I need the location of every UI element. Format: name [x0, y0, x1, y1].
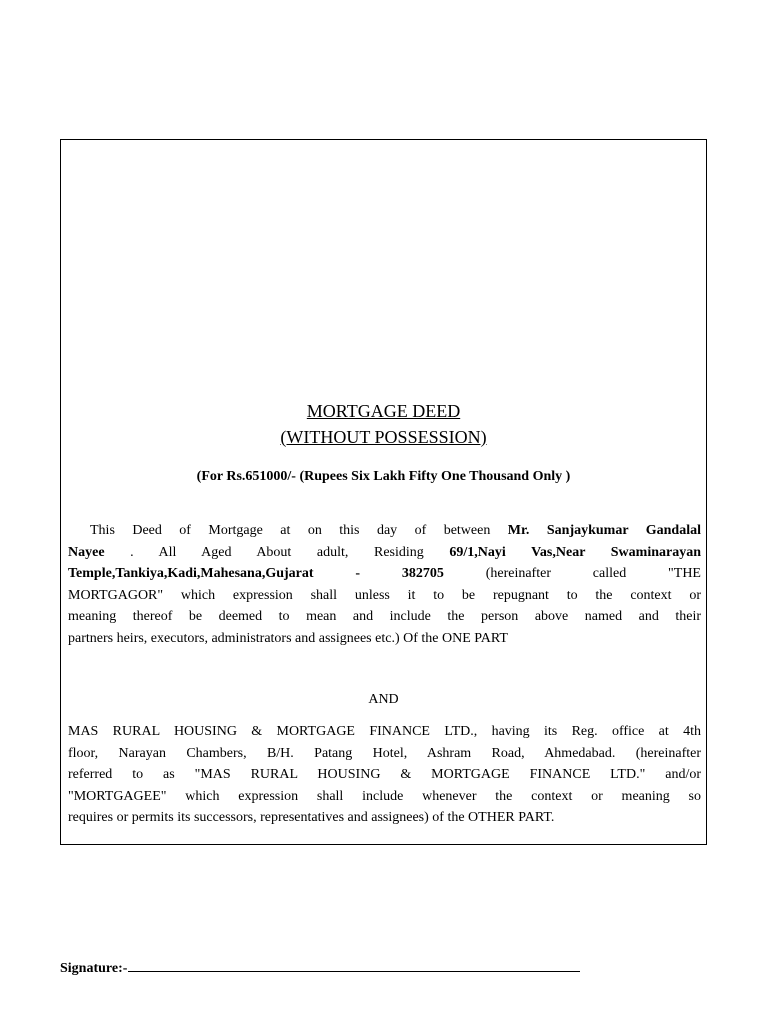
amount-line: (For Rs.651000/- (Rupees Six Lakh Fifty One Thousand Only ) — [196, 469, 571, 484]
mortgagor-surname: Nayee — [68, 544, 105, 560]
paragraph-line: partners heirs, executors, administrators and assignees etc.) Of the ONE PART — [68, 630, 508, 646]
signature-line — [60, 957, 580, 979]
deed-title: MORTGAGE DEED — [306, 401, 461, 421]
paragraph-line: meaning thereof be deemed to mean and include the person above named and their — [68, 609, 701, 624]
paragraph-line: floor, Narayan Chambers, B/H. Patang Hotel, Ashram Road, Ahmedabad. (hereinafter — [68, 745, 701, 761]
deed-subtitle: (WITHOUT POSSESSION) — [280, 427, 487, 447]
deed-frame — [60, 139, 707, 845]
paragraph-line — [68, 563, 701, 585]
text-segment: This Deed of Mortgage at on this day of between — [90, 523, 508, 538]
paragraph-line: MORTGAGOR" which expression shall unless it to be repugnant to the context or — [68, 587, 701, 603]
paragraph-line — [68, 542, 701, 564]
paragraph-line: MAS RURAL HOUSING & MORTGAGE FINANCE LTD., having its Reg. office at 4th — [68, 724, 701, 739]
and-separator: AND — [368, 692, 399, 707]
paragraph-line: referred to as "MAS RURAL HOUSING & MORTGAGE FINANCE LTD." and/or — [68, 767, 701, 782]
mortgagor-address-cont: Temple,Tankiya,Kadi,Mahesana,Gujarat - 382705 — [68, 566, 444, 581]
mortgagor-paragraph — [68, 520, 701, 649]
signature-label: Signature:- — [60, 961, 128, 976]
text-segment: (hereinafter called "THE — [443, 566, 701, 581]
mortgagee-paragraph — [68, 721, 701, 829]
signature-blank[interactable] — [128, 957, 580, 972]
paragraph-line: "MORTGAGEE" which expression shall include whenever the context or meaning so — [68, 788, 701, 804]
mortgagor-name: Mr. Sanjaykumar Gandalal — [507, 523, 701, 538]
paragraph-line — [68, 520, 701, 542]
paragraph-line: requires or permits its successors, representatives and assignees) of the OTHER PART. — [68, 810, 555, 825]
mortgagor-address: 69/1,Nayi Vas,Near Swaminarayan — [449, 544, 701, 560]
text-segment: . All Aged About adult, Residing — [104, 544, 450, 560]
